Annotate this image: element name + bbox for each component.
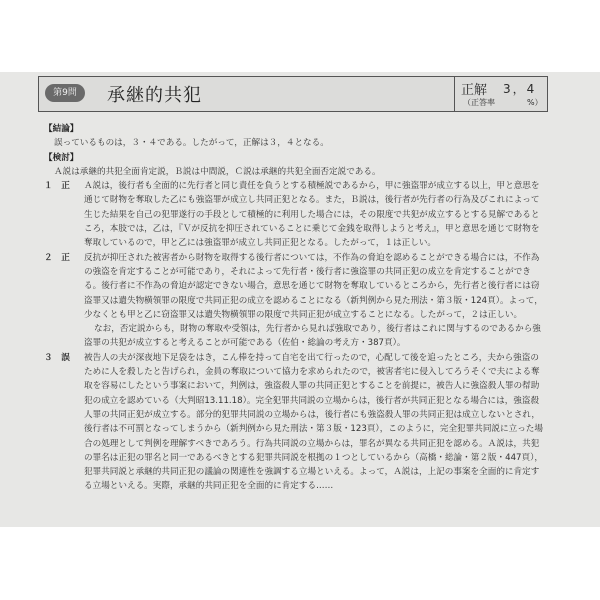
item-text: 被告人の夫が深夜地下足袋をはき，こん棒を持って自宅を出て行ったので，心配して後を追ったところ，夫から強盗のために人を殺したと告げられ，金員の奪取について協力を求められたので，被害者宅に侵入してろうそくで夫による奪取を容易にしたという事案において，判例は，強盗殺人罪の共同正犯とすることを前提に，被告人に強盗殺人罪の幇助犯の成立を認めている（大判昭13.11.18）。完全犯罪共同説の立場からは，後行者が共同正犯となる場合には，強盗殺人罪の共同正犯が成立する。部分的犯罪共同説の立場からは，後行者にも強盗殺人罪の共同正犯は成立しないとされ，後行者は不可罰となってしまうから（新判例から見た刑法・第３版・123頁），このように，完全犯罪共同説に立った場合の処理として判例を理解すべきであろう。行為共同説の立場からは，罪名が異なる共同正犯を認める。Ａ説は，共犯の罪名は正犯の罪名と同一であるべきとする犯罪共同説を根拠の１つとしているから（高橋・総論・第２版・447頁），犯罪共同説と承継的共同正犯の議論の関連性を強調する立場といえる。よって，Ａ説は，上記の事案を全面的に肯定する立場といえる。実際，承継的共同正犯を全面的に肯定する…… (84, 352, 543, 492)
answer-value: 3，4 (503, 82, 537, 96)
answer-explanation (44, 122, 544, 494)
review-intro: Ａ説は承継的共犯全面肯定説，Ｂ説は中間説，Ｃ説は承継的共犯全面否定説である。 (54, 166, 381, 177)
conclusion-heading: 【結論】 (44, 124, 79, 134)
item-label: ２ 正 (44, 252, 70, 263)
review-item-2 (44, 251, 544, 322)
correct-rate-label: （正答率 (463, 98, 495, 107)
review-item-3 (44, 351, 544, 494)
document-page (0, 72, 600, 527)
question-header (38, 76, 548, 112)
review-heading: 【検討】 (44, 152, 79, 163)
item-label: ３ 誤 (44, 352, 70, 363)
question-title: 承継的共犯 (107, 85, 202, 106)
answer-label: 正解 (461, 83, 488, 98)
conclusion-text: 誤っているものは，３・４である。したがって，正解は３，４となる。 (54, 138, 329, 149)
item-note-text: なお，否定説からも，財物の奪取や受領は，先行者から見れば強取であり，後行者はこれに関与するのであるから強盗罪の共犯が成立すると考えることが可能である（佐伯・総論の考え方・387頁）。 (84, 324, 541, 349)
review-item-1 (44, 179, 544, 250)
item-text: 反抗が抑圧された被害者から財物を取得する後行者については，不作為の脅迫を認めることができる場合には，不作為の強盗を肯定することが可能であり，それによって先行者・後行者に強盗罪の共同正犯の成立を肯定することができる。後行者に不作為の脅迫が認定できない場合，意思を通じて財物を奪取しているところから，先行者と後行者には窃盗罪又は遺失物横領罪の限度で共同正犯の成立を認めることになる（新判例から見た刑法・第３版・124頁）。よって，少なくとも甲と乙に窃盗罪又は遺失物横領罪の限度で共同正犯が成立することになる。したがって，２は正しい。 (84, 252, 543, 320)
review-item-2-note (44, 322, 544, 351)
question-number-badge: 第9問 (45, 84, 85, 102)
answer-box (454, 77, 547, 111)
item-label: １ 正 (44, 181, 70, 192)
correct-rate-unit: %） (527, 98, 543, 107)
item-text: Ａ説は，後行者も全面的に先行者と同じ責任を負うとする積極説であるから，甲に強盗罪が成立する以上，甲と意思を通じて財物を奪取した乙にも強盗罪が成立し共同正犯となる。また，Ｂ説は，後行者が先行者の行為及びこれによって生じた結果を自己の犯罪遂行の手段として積極的に利用した場合には，その限度で共犯が成立するとする見解であるところ，本肢では，乙は，『Ｖが反抗を抑圧されていることに乗じて金銭を取得しようと考え』，甲と意思を通じて財物を奪取しているので，甲と乙には強盗罪が成立し共同正犯となる。したがって，１は正しい。 (84, 181, 540, 249)
